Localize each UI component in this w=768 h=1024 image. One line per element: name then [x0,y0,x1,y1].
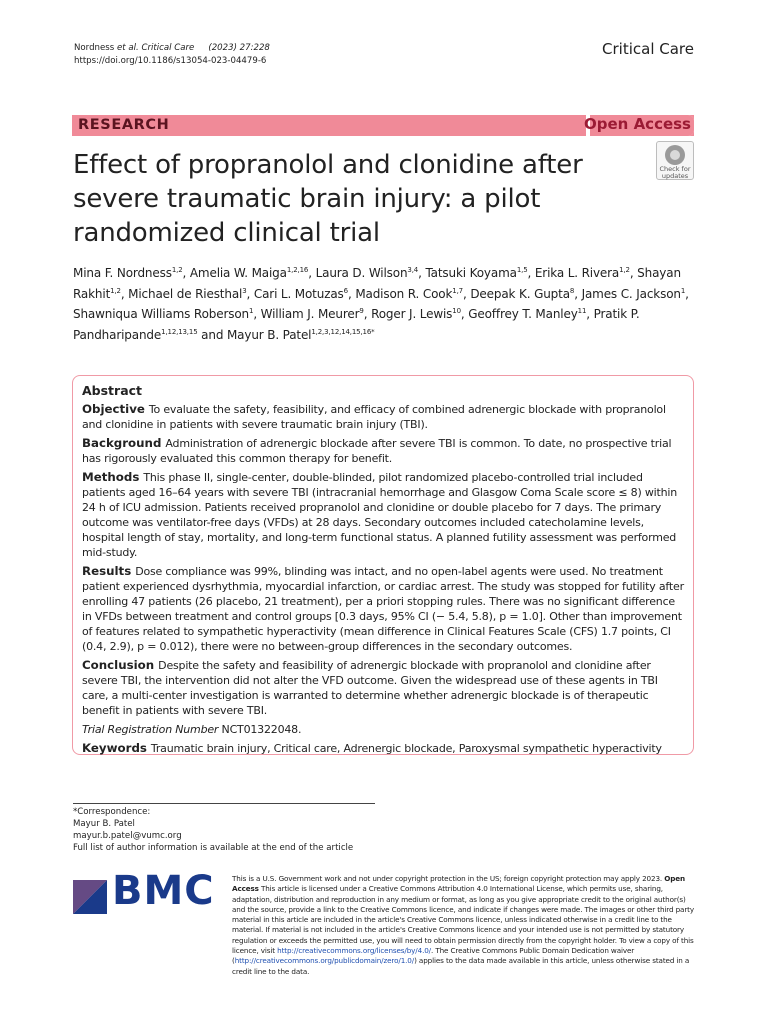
author-affiliation: 1,7 [452,286,463,295]
license-link-cc-by[interactable]: http://creativecommons.org/licenses/by/4.0/ [277,946,431,956]
citation-header [74,42,270,68]
keywords-label: Keywords [82,741,147,755]
author-affiliation: 6 [343,286,348,295]
correspondence-name: Mayur B. Patel [73,819,135,829]
author-name: Mina F. Nordness [73,266,172,280]
check-for-updates-icon [665,145,685,165]
author-affiliation: 1,2,3,12,14,15,16* [311,327,375,336]
author-affiliation: 11 [577,307,587,315]
article-title: Effect of propranolol and clonidine after severe traumatic brain injury: a pilot randomized clinical trial [73,150,583,248]
objective-text: To evaluate the safety, feasibility, and efficacy of combined adrenergic blockade with propranolol and clonidine in patients with severe traumatic brain injury (TBI). [82,403,666,431]
badge-line1: Check for [659,165,691,173]
results-label: Results [82,564,132,578]
results-text: Dose compliance was 99%, blinding was intact, and no open-label agents were used. No treatment patient experienced dysrhythmia, myocardial infarction, or cardiac arrest. The study was stopped for futility after enrolling 47 patients (26 placebo, 21 treatment), per a priori stopping rules. There was no significant difference in VFDs between treatment and control groups [0.3 days, 95% CI (− 5.4, 5.8), p = 1.0]. Other than improvement of features related to sympathetic hyperactivity (mean difference in Clinical Features Scale (CFS) 1.7 points, CI (0.4, 2.9), p = 0.012), there were no between-group differences in the secondary outcomes. [82,565,684,653]
footnote-divider [73,803,375,804]
author-list: Mina F. Nordness$^{1,2}$, Amelia W. Maiga$^{1,2,16}$, Laura D. Wilson$^{3,4}$, Tatsuki Koyama$^{1,5}$, Erika L. Rivera$^{1,2}$, Shayan Rakhit$^{1,2}$, Michael de Riesthal$^3$, Cari L. Motuzas$^6$, Madison R. Cook$^{1,7}$, Deepak K. Gupta$^8$, James C. Jackson$^1$, Shawniqua Williams Roberson$^1$, William J. Meurer$^9$, Roger J. Lewis$^{10}$, Geoffrey T. Manley$^{11}$, Pratik P. Pandharipande$^{1,12,13,15}$ and Mayur B. Patel$^{1,2,3,12,14,15,16*}$ [73,266,689,342]
license-open-access: Open Access [232,874,686,894]
footnotes [73,806,353,854]
keywords-text: Traumatic brain injury, Critical care, Adrenergic blockade, Paroxysmal sympathetic hyperactivity [150,742,662,755]
correspondence-email[interactable]: mayur.b.patel@vumc.org [73,831,182,841]
methods-text: This phase II, single-center, double-blinded, pilot randomized placebo-controlled trial included patients aged 16–64 years with severe TBI (intracranial hemorrhage and Glasgow Coma Scale score ≤ 8) within 24 h of ICU admission. Patients received propranolol and clonidine or double placebo for 7 days. The primary outcome was ventilator-free days (VFDs) at 28 days. Secondary outcomes included catecholamine levels, hospital length of stay, mortality, and long-term functional status. A planned futility assessment was performed mid-study. [82,471,678,559]
abstract-conclusion [82,658,684,718]
author-name: Shayan Rakhit [73,266,681,301]
author-name: James C. Jackson [581,286,681,301]
abstract-trial-registration [82,722,684,737]
author-name: Madison R. Cook [355,286,453,301]
author-name: Tatsuki Koyama [425,266,517,280]
research-banner [72,115,694,136]
check-for-updates-badge[interactable] [656,141,694,180]
article-type-label: RESEARCH [78,117,170,133]
journal-name: Critical Care [602,40,694,58]
author-affiliation: 1,2 [110,286,121,295]
author-name: Erika L. Rivera [534,266,620,280]
authors-joiner: and [197,327,227,342]
author-affiliation: 1,2,16 [286,266,309,274]
license-link-cc0[interactable]: http://creativecommons.org/publicdomain/zero/1.0/ [234,956,415,966]
author-name: Michael de Riesthal [128,286,243,301]
badge-line2: updates [661,172,689,180]
methods-label: Methods [82,470,140,484]
objective-label: Objective [82,402,145,416]
author-affiliation: 1 [680,286,686,295]
author-name: Mayur B. Patel [226,327,312,342]
license-text [232,874,696,977]
background-text: Administration of adrenergic blockade after severe TBI is common. To date, no prospective trial has rigorously evaluated this common therapy for benefit. [82,437,672,465]
open-access-label: Open Access [584,115,691,133]
background-label: Background [82,436,162,450]
affiliations-note: Full list of author information is available at the end of the article [73,843,354,853]
author-affiliation: 8 [569,286,575,295]
doi-link[interactable]: https://doi.org/10.1186/s13054-023-04479-6 [74,56,267,66]
author-affiliation: 1,2 [171,266,183,274]
abstract-box [72,375,694,755]
author-affiliation: 1 [249,307,254,315]
trial-number: NCT01322048. [221,723,302,736]
abstract-background [82,436,684,466]
author-affiliation: 1,2 [619,266,630,274]
author-name: Deepak K. Gupta [470,286,570,301]
author-name: Pratik P. Pandharipande [73,307,640,342]
citation-journal: et al. Critical Care [116,43,195,53]
citation-authors: Nordness [74,43,117,53]
author-name: Cari L. Motuzas [253,286,344,301]
author-affiliation: 1,5 [516,266,528,274]
abstract-results [82,564,684,654]
abstract-keywords [82,741,684,756]
license-part2: This article is licensed under a Creative Commons Attribution 4.0 International License, which permits use, sharing, adaptation, distribution and reproduction in any medium or format, as long as you give appropriate credit to the original author(s) and the source, provide a link to the Creative Commons licence, and indicate if changes were made. The images or other third party material in this article are included in the article's Creative Commons licence, unless indicated otherwise in a credit line to the material. If material is not included in the article's Creative Commons licence and your intended use is not permitted by statutory regulation or exceeds the permitted use, you will need to obtain permission directly from the copyright holder. To view a copy of this licence, visit [232,884,694,956]
correspondence-label: *Correspondence: [73,807,151,817]
author-name: Laura D. Wilson [315,266,408,280]
conclusion-label: Conclusion [82,658,155,672]
abstract-heading: Abstract [82,383,143,398]
author-name: Amelia W. Maiga [189,266,287,280]
author-affiliation: 3,4 [407,266,419,274]
trial-label: Trial Registration Number [82,723,219,736]
bmc-logo-text: BMC [112,868,215,914]
license-part3: . The Creative Commons Public Domain Dedication waiver ( [232,946,635,966]
author-name: Roger J. Lewis [371,307,453,321]
license-part4: ) applies to the data made available in this article, unless otherwise stated in a credit line to the data. [232,956,690,976]
abstract-objective [82,402,684,432]
author-name: Shawniqua Williams Roberson [73,307,249,321]
author-name: Geoffrey T. Manley [468,307,578,321]
author-affiliation: 1,12,13,15 [161,327,198,336]
abstract-methods [82,470,684,560]
conclusion-text: Despite the safety and feasibility of adrenergic blockade with propranolol and clonidine after severe TBI, the intervention did not alter the VFD outcome. Given the widespread use of these agents in TBI care, a multi-center investigation is warranted to determine whether adrenergic blockade is of therapeutic benefit in patients with severe TBI. [82,659,658,717]
author-affiliation: 9 [359,307,364,315]
author-affiliation: 10 [452,307,461,315]
author-name: William J. Meurer [260,307,360,321]
license-part1: This is a U.S. Government work and not under copyright protection in the US; foreign copyright protection may apply 2023. [232,874,663,883]
author-affiliation: 3 [242,286,247,295]
citation-year: (2023) 27:228 [208,43,270,53]
